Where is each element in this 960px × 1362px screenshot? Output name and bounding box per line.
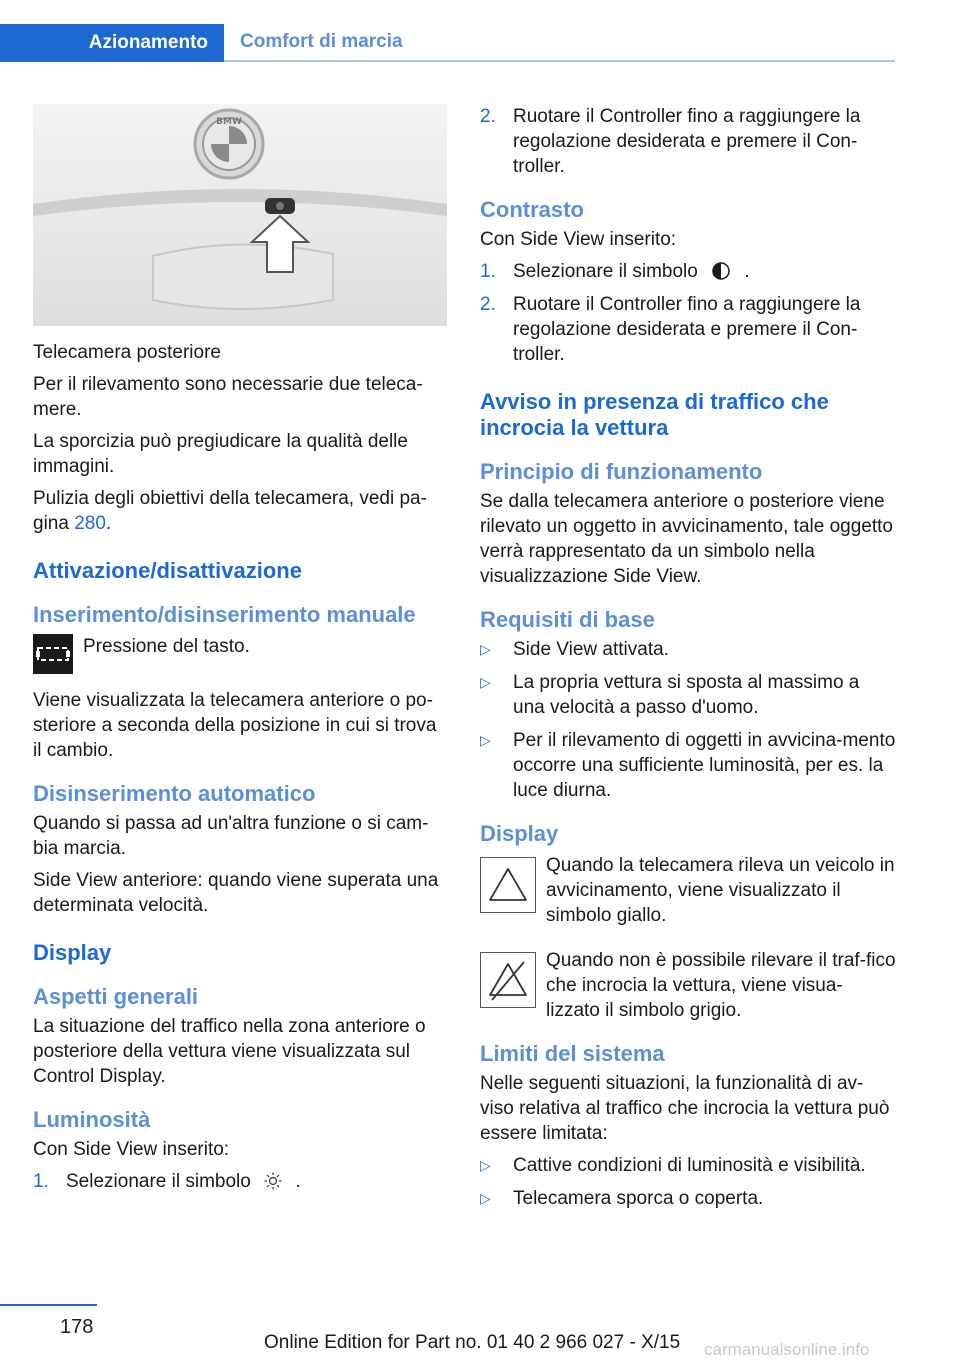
header-bar [0, 24, 895, 62]
paragraph-cleaning: Pulizia degli obiettivi della telecamera, vedi pa-gina 280. [33, 488, 427, 534]
list-item: 1. Selezionare il simbolo . [480, 261, 750, 282]
paragraph-view: Viene visualizzata la telecamera anteriore o po-steriore a seconda della posizione in cui si trova il cambio. [33, 690, 437, 761]
rear-camera-photo [33, 104, 447, 326]
list-item: ▷ Per il rilevamento di oggetti in avvicina-mento occorre una sufficiente luminosità, per es. la luce diurna. [480, 730, 896, 801]
watermark: carmanualsonline.info [704, 1340, 870, 1359]
paragraph-general: La situazione del traffico nella zona anteriore o posteriore della vettura viene visualizzata sul Control Display. [33, 1016, 426, 1087]
display-grey-text: Quando non è possibile rilevare il traf-fico che incrocia la vettura, viene visua-lizzato il simbolo grigio. [546, 950, 896, 1021]
left-column [33, 104, 449, 1202]
heading-cross-traffic: Avviso in presenza di traffico che incrocia la vettura [480, 389, 829, 440]
heading-requirements: Requisiti di base [480, 607, 655, 632]
bmw-logo-text: BMW [216, 117, 242, 127]
heading-principle: Principio di funzionamento [480, 459, 763, 484]
list-item: 1. Selezionare il simbolo . [33, 1171, 301, 1192]
display-yellow-row [480, 853, 896, 928]
list-item: 2. Ruotare il Controller fino a raggiungere la regolazione desiderata e premere il Con-troller. [480, 106, 861, 177]
page-link-280[interactable]: 280 [74, 513, 106, 534]
button-instruction-text: Pressione del tasto. [83, 636, 250, 657]
heading-contrast: Contrasto [480, 197, 584, 222]
brightness-steps [33, 1169, 449, 1194]
button-instruction [33, 634, 449, 674]
requirements-list [480, 637, 896, 803]
limits-list [480, 1153, 896, 1211]
contrast-icon [707, 261, 735, 281]
heading-general: Aspetti generali [33, 984, 199, 1009]
list-item: ▷ Cattive condizioni di luminosità e visibilità. [480, 1155, 866, 1176]
heading-brightness: Luminosità [33, 1107, 151, 1132]
heading-limits: Limiti del sistema [480, 1041, 665, 1066]
list-item: 2. Ruotare il Controller fino a raggiungere la regolazione desiderata e premere il Con-troller. [480, 294, 861, 365]
warning-triangle-icon [480, 857, 536, 913]
heading-auto-off: Disinserimento automatico [33, 781, 316, 806]
paragraph-dirt: La sporcizia può pregiudicare la qualità delle immagini. [33, 431, 408, 477]
heading-activation: Attivazione/disattivazione [33, 558, 302, 583]
paragraph-auto-1: Quando si passa ad un'altra funzione o si cam-bia marcia. [33, 813, 429, 859]
photo-caption: Telecamera posteriore [33, 342, 221, 363]
list-item: ▷ Side View attivata. [480, 639, 669, 660]
paragraph-principle: Se dalla telecamera anteriore o posteriore viene rilevato un oggetto in avvicinamento, tale oggetto verrà rappresentato da un simbolo nella visualizzazione Side View. [480, 491, 893, 587]
page-number: 178 [60, 1316, 94, 1338]
header-divider [224, 60, 895, 62]
contrast-steps [480, 259, 896, 367]
list-item: ▷ La propria vettura si sposta al massimo a una velocità a passo d'uomo. [480, 672, 860, 718]
heading-display-right: Display [480, 821, 559, 846]
paragraph-contrast: Con Side View inserito: [480, 229, 677, 250]
paragraph-auto-2: Side View anteriore: quando viene superata una determinata velocità. [33, 870, 439, 916]
edition-text: Online Edition for Part no. 01 40 2 966 027 - X/15 [264, 1332, 681, 1353]
tab-comfort-di-marcia[interactable]: Comfort di marcia [240, 31, 403, 52]
paragraph-brightness: Con Side View inserito: [33, 1139, 230, 1160]
heading-manual: Inserimento/disinserimento manuale [33, 602, 416, 627]
tab-azionamento[interactable]: Azionamento [0, 24, 224, 62]
paragraph-limits: Nelle seguenti situazioni, la funzionalità di av-viso relativa al traffico che incrocia la vettura può essere limitata: [480, 1073, 890, 1144]
warning-triangle-crossed-icon [480, 952, 536, 1008]
right-column [480, 104, 896, 1219]
display-yellow-text: Quando la telecamera rileva un veicolo in avvicinamento, viene visualizzato il simbolo giallo. [546, 855, 895, 926]
footer-divider [0, 1304, 97, 1306]
heading-display: Display [33, 940, 112, 965]
brightness-sun-icon [260, 1172, 286, 1190]
paragraph-two-cameras: Per il rilevamento sono necessarie due teleca-mere. [33, 374, 423, 420]
list-item: ▷ Telecamera sporca o coperta. [480, 1188, 764, 1209]
side-view-camera-button-icon [33, 634, 73, 674]
brightness-steps-continued [480, 104, 896, 179]
display-grey-row [480, 948, 896, 1023]
